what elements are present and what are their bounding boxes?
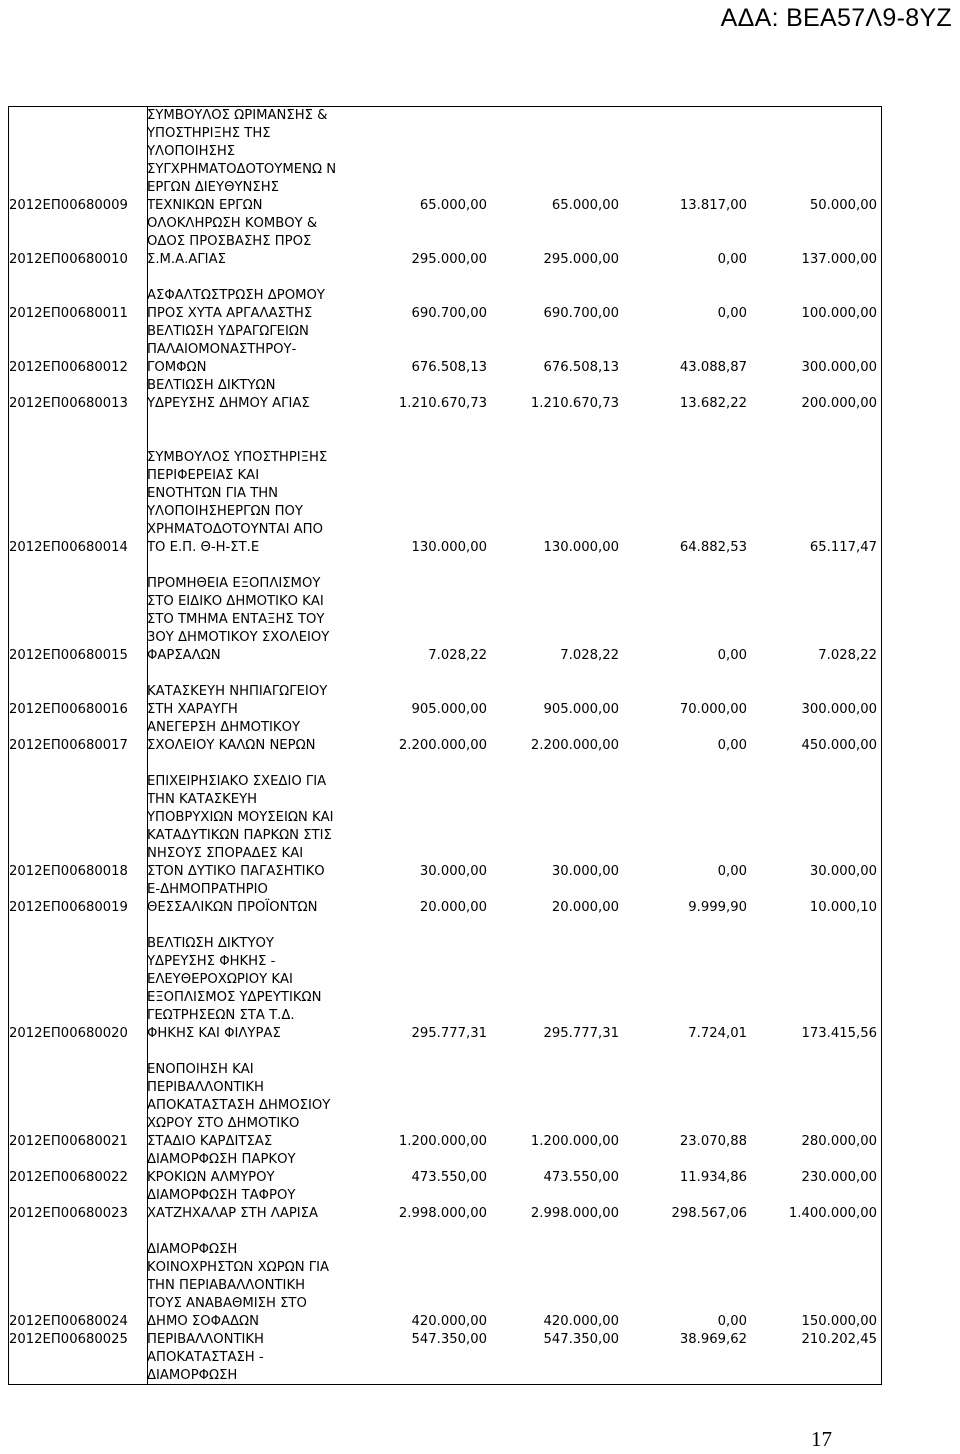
budget-value: 1.200.000,00 — [398, 1134, 487, 1149]
table-row — [9, 881, 881, 917]
project-code: 2012ΕΠ00680017 — [9, 738, 128, 753]
spent-value: 0,00 — [717, 864, 747, 879]
planned-value: 1.400.000,00 — [788, 1206, 877, 1221]
project-code: 2012ΕΠ00680015 — [9, 648, 128, 663]
budget-value: 420.000,00 — [411, 1314, 487, 1329]
project-description-text: ΔΙΑΜΟΡΦΩΣΗ ΤΑΦΡΟΥ ΧΑΤΖΗΧΑΛΑΡ ΣΤΗ ΛΑΡΙΣΑ — [147, 1188, 319, 1221]
budget-value: 676.508,13 — [411, 360, 487, 375]
spent-value: 13.817,00 — [679, 198, 747, 213]
planned-value: 173.415,56 — [801, 1026, 877, 1041]
spent-value: 298.567,06 — [671, 1206, 747, 1221]
project-code: 2012ΕΠ00680009 — [9, 198, 128, 213]
approved-value: 7.028,22 — [560, 648, 619, 663]
spent-value: 0,00 — [717, 306, 747, 321]
project-description — [147, 377, 367, 413]
spent-value: 0,00 — [717, 648, 747, 663]
approved-value: 130.000,00 — [543, 540, 619, 555]
approved-value: 690.700,00 — [543, 306, 619, 321]
budget-value: 20.000,00 — [419, 900, 487, 915]
project-description — [147, 215, 367, 269]
budget-value: 2.998.000,00 — [398, 1206, 487, 1221]
table-row — [9, 917, 881, 1043]
project-description — [147, 755, 367, 881]
project-description-text: ΕΠΙΧΕΙΡΗΣΙΑΚΟ ΣΧΕΔΙΟ ΓΙΑ ΤΗΝ ΚΑΤΑΣΚΕΥΗ ΥΠΟΒΡΥΧΙΩΝ ΜΟΥΣΕΙΩΝ ΚΑΙ ΚΑΤΑΔΥΤΙΚΩΝ ΠΑΡΚΩΝ ΣΤΙΣ ΝΗΣΟΥΣ ΣΠΟΡΑΔΕΣ ΚΑΙ ΣΤΟΝ ΔΥΤΙΚΟ ΠΑΓΑΣΗΤΙΚΟ — [147, 774, 334, 879]
table-row — [9, 107, 881, 215]
planned-value: 280.000,00 — [801, 1134, 877, 1149]
planned-value: 230.000,00 — [801, 1170, 877, 1185]
approved-value: 1.210.670,73 — [530, 396, 619, 411]
budget-value: 30.000,00 — [419, 864, 487, 879]
approved-value: 2.200.000,00 — [530, 738, 619, 753]
spent-value: 70.000,00 — [679, 702, 747, 717]
projects-table-frame — [8, 106, 882, 1385]
project-description-text: ΣΥΜΒΟΥΛΟΣ ΥΠΟΣΤΗΡΙΞΗΣ ΠΕΡΙΦΕΡΕΙΑΣ ΚΑΙ ΕΝΟΤΗΤΩΝ ΓΙΑ ΤΗΝ ΥΛΟΠΟΙΗΣΗΕΡΓΩΝ ΠΟΥ ΧΡΗΜΑΤΟΔΟΤΟΥΝΤΑΙ ΑΠΟ ΤΟ Ε.Π. Θ-Η-ΣΤ.Ε — [147, 450, 328, 555]
project-description — [147, 1331, 367, 1391]
project-description — [147, 107, 367, 215]
table-row — [9, 719, 881, 755]
spent-value: 0,00 — [717, 1314, 747, 1329]
project-code: 2012ΕΠ00680011 — [9, 306, 128, 321]
planned-value: 30.000,00 — [809, 864, 877, 879]
spent-value: 7.724,01 — [688, 1026, 747, 1041]
project-description-text: ΠΕΡΙΒΑΛΛΟΝΤΙΚΗ ΑΠΟΚΑΤΑΣΤΑΣΗ - ΔΙΑΜΟΡΦΩΣΗ — [147, 1332, 264, 1383]
approved-value: 905.000,00 — [543, 702, 619, 717]
table-row — [9, 1151, 881, 1187]
table-row — [9, 1223, 881, 1331]
planned-value: 50.000,00 — [809, 198, 877, 213]
spent-value: 13.682,22 — [679, 396, 747, 411]
project-description-text: ΟΛΟΚΛΗΡΩΣΗ ΚΟΜΒΟΥ & ΟΔΟΣ ΠΡΟΣΒΑΣΗΣ ΠΡΟΣ Σ.Μ.Α.ΑΓΙΑΣ — [147, 216, 318, 267]
project-description-text: ΑΝΕΓΕΡΣΗ ΔΗΜΟΤΙΚΟΥ ΣΧΟΛΕΙΟΥ ΚΑΛΩΝ ΝΕΡΩΝ — [147, 720, 316, 753]
project-description — [147, 1043, 367, 1151]
project-description-text: ΣΥΜΒΟΥΛΟΣ ΩΡΙΜΑΝΣΗΣ & ΥΠΟΣΤΗΡΙΞΗΣ ΤΗΣ ΥΛΟΠΟΙΗΣΗΣ ΣΥΓΧΡΗΜΑΤΟΔΟΤΟΥΜΕΝΩ Ν ΕΡΓΩΝ ΔΙΕΥΘΥΝΣΗΣ ΤΕΧΝΙΚΩΝ ΕΡΓΩΝ — [147, 108, 337, 213]
project-description-text: ΔΙΑΜΟΡΦΩΣΗ ΠΑΡΚΟΥ ΚΡΟΚΙΩΝ ΑΛΜΥΡΟΥ — [147, 1152, 296, 1185]
approved-value: 65.000,00 — [551, 198, 619, 213]
budget-value: 905.000,00 — [411, 702, 487, 717]
project-description — [147, 323, 367, 377]
project-description-text: ΔΙΑΜΟΡΦΩΣΗ ΚΟΙΝΟΧΡΗΣΤΩΝ ΧΩΡΩΝ ΓΙΑ ΤΗΝ ΠΕΡΙΑΒΑΛΛΟΝΤΙΚΗ ΤΟΥΣ ΑΝΑΒΑΘΜΙΣΗ ΣΤΟ ΔΗΜΟ ΣΟΦΑΔΩΝ — [147, 1242, 330, 1329]
approved-value: 20.000,00 — [551, 900, 619, 915]
project-description-text: Ε-ΔΗΜΟΠΡΑΤΗΡΙΟ ΘΕΣΣΑΛΙΚΩΝ ΠΡΟΪΟΝΤΩΝ — [147, 882, 318, 915]
table-row — [9, 1043, 881, 1151]
project-description — [147, 557, 367, 665]
planned-value: 200.000,00 — [801, 396, 877, 411]
project-description-text: ΕΝΟΠΟΙΗΣΗ ΚΑΙ ΠΕΡΙΒΑΛΛΟΝΤΙΚΗ ΑΠΟΚΑΤΑΣΤΑΣΗ ΔΗΜΟΣΙΟΥ ΧΩΡΟΥ ΣΤΟ ΔΗΜΟΤΙΚΟ ΣΤΑΔΙΟ ΚΑΡΔΙΤΣΑΣ — [147, 1062, 331, 1149]
table-row — [9, 755, 881, 881]
project-description — [147, 1187, 367, 1223]
planned-value: 150.000,00 — [801, 1314, 877, 1329]
approved-value: 676.508,13 — [543, 360, 619, 375]
budget-value: 130.000,00 — [411, 540, 487, 555]
project-description-text: ΒΕΛΤΙΩΣΗ ΔΙΚΤΥΟΥ ΥΔΡΕΥΣΗΣ ΦΗΚΗΣ - ΕΛΕΥΘΕΡΟΧΩΡΙΟΥ ΚΑΙ ΕΞΟΠΛΙΣΜΟΣ ΥΔΡΕΥΤΙΚΩΝ ΓΕΩΤΡΗΣΕΩΝ ΣΤΑ Τ.Δ. ΦΗΚΗΣ ΚΑΙ ΦΙΛΥΡΑΣ — [147, 936, 322, 1041]
budget-value: 65.000,00 — [419, 198, 487, 213]
table-row — [9, 269, 881, 323]
approved-value: 30.000,00 — [551, 864, 619, 879]
project-code: 2012ΕΠ00680010 — [9, 252, 128, 267]
approved-value: 1.200.000,00 — [530, 1134, 619, 1149]
table-row — [9, 1187, 881, 1223]
planned-value: 300.000,00 — [801, 360, 877, 375]
planned-value: 450.000,00 — [801, 738, 877, 753]
budget-value: 2.200.000,00 — [398, 738, 487, 753]
project-code: 2012ΕΠ00680013 — [9, 396, 128, 411]
project-description-text: ΚΑΤΑΣΚΕΥΗ ΝΗΠΙΑΓΩΓΕΙΟΥ ΣΤΗ ΧΑΡΑΥΓΗ — [147, 684, 328, 717]
project-description-text: ΒΕΛΤΙΩΣΗ ΥΔΡΑΓΩΓΕΙΩΝ ΠΑΛΑΙΟΜΟΝΑΣΤΗΡΟΥ-ΓΟΜΦΩΝ — [147, 324, 309, 375]
budget-value: 295.777,31 — [411, 1026, 487, 1041]
project-description — [147, 413, 367, 557]
project-description — [147, 719, 367, 755]
spent-value: 0,00 — [717, 738, 747, 753]
project-code: 2012ΕΠ00680022 — [9, 1170, 128, 1185]
planned-value: 100.000,00 — [801, 306, 877, 321]
approved-value: 473.550,00 — [543, 1170, 619, 1185]
project-code: 2012ΕΠ00680019 — [9, 900, 128, 915]
project-code: 2012ΕΠ00680012 — [9, 360, 128, 375]
budget-value: 1.210.670,73 — [398, 396, 487, 411]
planned-value: 137.000,00 — [801, 252, 877, 267]
projects-table — [9, 107, 881, 1391]
project-code: 2012ΕΠ00680024 — [9, 1314, 128, 1329]
project-description — [147, 917, 367, 1043]
planned-value: 10.000,10 — [809, 900, 877, 915]
spent-value: 9.999,90 — [688, 900, 747, 915]
planned-value: 65.117,47 — [809, 540, 877, 555]
planned-value: 210.202,45 — [801, 1332, 877, 1347]
budget-value: 690.700,00 — [411, 306, 487, 321]
project-description — [147, 1223, 367, 1331]
table-row — [9, 413, 881, 557]
spent-value: 11.934,86 — [679, 1170, 747, 1185]
page-number: 17 — [811, 1427, 832, 1451]
project-description-text: ΒΕΛΤΙΩΣΗ ΔΙΚΤΥΩΝ ΥΔΡΕΥΣΗΣ ΔΗΜΟΥ ΑΓΙΑΣ — [147, 378, 310, 411]
table-row — [9, 377, 881, 413]
spent-value: 0,00 — [717, 252, 747, 267]
spent-value: 64.882,53 — [679, 540, 747, 555]
project-description-text: ΑΣΦΑΛΤΩΣΤΡΩΣΗ ΔΡΟΜΟΥ ΠΡΟΣ ΧΥΤΑ ΑΡΓΑΛΑΣΤΗΣ — [147, 288, 325, 321]
project-description-text: ΠΡΟΜΗΘΕΙΑ ΕΞΟΠΛΙΣΜΟΥ ΣΤΟ ΕΙΔΙΚΟ ΔΗΜΟΤΙΚΟ ΚΑΙ ΣΤΟ ΤΜΗΜΑ ΕΝΤΑΞΗΣ ΤΟΥ 3ΟΥ ΔΗΜΟΤΙΚΟΥ ΣΧΟΛΕΙΟΥ ΦΑΡΣΑΛΩΝ — [147, 576, 330, 663]
ada-header: ΑΔΑ: ΒΕΑ57Λ9-8ΥΖ — [720, 4, 952, 32]
project-description — [147, 665, 367, 719]
project-description — [147, 881, 367, 917]
approved-value: 295.777,31 — [543, 1026, 619, 1041]
project-code: 2012ΕΠ00680023 — [9, 1206, 128, 1221]
budget-value: 295.000,00 — [411, 252, 487, 267]
project-description — [147, 1151, 367, 1187]
approved-value: 547.350,00 — [543, 1332, 619, 1347]
project-description — [147, 269, 367, 323]
table-row — [9, 665, 881, 719]
table-row — [9, 1331, 881, 1391]
spent-value: 23.070,88 — [679, 1134, 747, 1149]
spent-value: 43.088,87 — [679, 360, 747, 375]
planned-value: 300.000,00 — [801, 702, 877, 717]
approved-value: 420.000,00 — [543, 1314, 619, 1329]
budget-value: 473.550,00 — [411, 1170, 487, 1185]
table-row — [9, 323, 881, 377]
approved-value: 295.000,00 — [543, 252, 619, 267]
project-code: 2012ΕΠ00680025 — [9, 1332, 128, 1347]
table-row — [9, 557, 881, 665]
planned-value: 7.028,22 — [818, 648, 877, 663]
project-code: 2012ΕΠ00680021 — [9, 1134, 128, 1149]
project-code: 2012ΕΠ00680016 — [9, 702, 128, 717]
project-code: 2012ΕΠ00680018 — [9, 864, 128, 879]
table-row — [9, 215, 881, 269]
budget-value: 547.350,00 — [411, 1332, 487, 1347]
project-code: 2012ΕΠ00680014 — [9, 540, 128, 555]
spent-value: 38.969,62 — [679, 1332, 747, 1347]
budget-value: 7.028,22 — [428, 648, 487, 663]
approved-value: 2.998.000,00 — [530, 1206, 619, 1221]
project-code: 2012ΕΠ00680020 — [9, 1026, 128, 1041]
